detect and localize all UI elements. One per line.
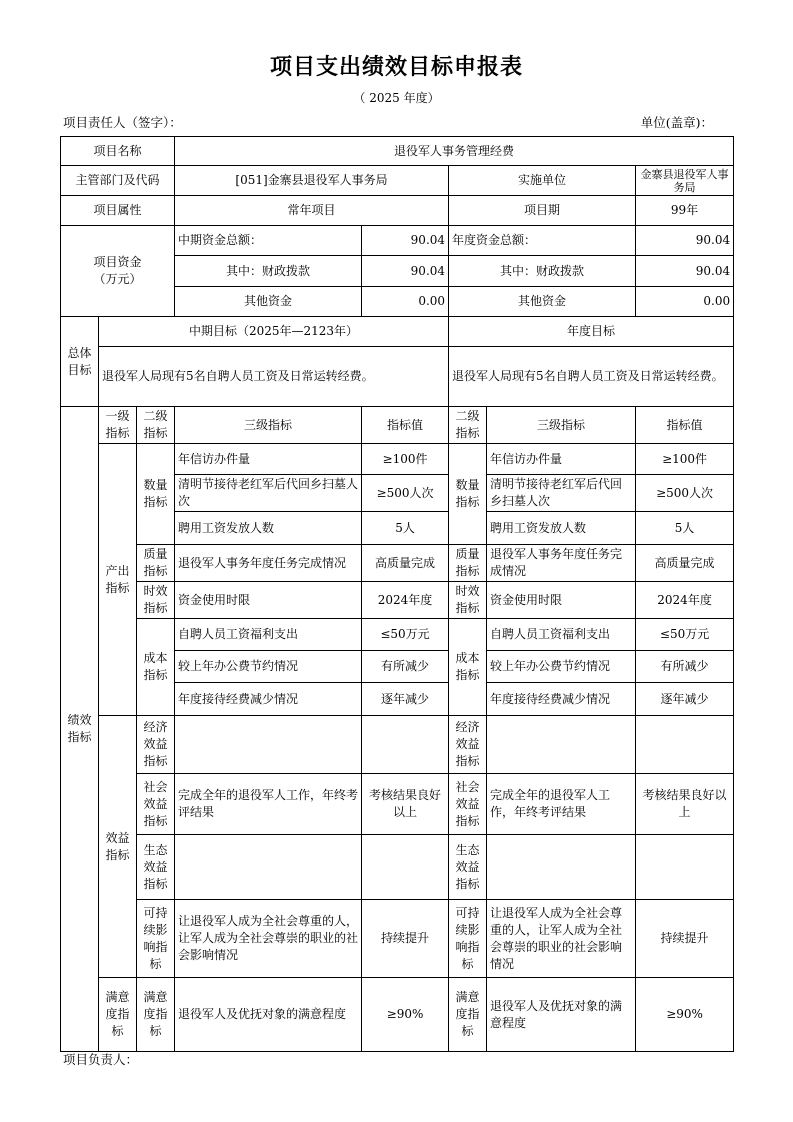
header-level2-year: 二级指标 bbox=[449, 407, 487, 444]
value-annual-work: 考核结果良好以上 bbox=[362, 774, 449, 835]
indicator-fund-period-year: 资金使用时限 bbox=[487, 582, 636, 619]
benefit-indicators: 效益指标 bbox=[99, 716, 137, 978]
header-level1: 一级指标 bbox=[99, 407, 137, 444]
social-indicators: 社会效益指标 bbox=[137, 774, 175, 835]
economic-value-year-empty bbox=[636, 716, 734, 774]
indicator-salary-count-year: 聘用工资发放人数 bbox=[487, 512, 636, 545]
mid-fiscal-value: 90.04 bbox=[362, 256, 449, 287]
responsible-signer-label: 项目责任人（签字）： bbox=[63, 115, 182, 130]
value-annual-work-year: 考核结果良好以上 bbox=[636, 774, 734, 835]
indicator-welfare-year: 自聘人员工资福利支出 bbox=[487, 619, 636, 651]
perf-indicators-label: 绩效指标 bbox=[61, 407, 99, 1052]
attr-label: 项目属性 bbox=[61, 196, 175, 226]
header-value-year: 指标值 bbox=[636, 407, 734, 444]
indicator-fund-period: 资金使用时限 bbox=[175, 582, 362, 619]
economic-level3-empty bbox=[175, 716, 362, 774]
dept-value: [051]金寨县退役军人事务局 bbox=[175, 166, 449, 196]
economic-indicators-year: 经济效益指标 bbox=[449, 716, 487, 774]
year-fiscal-value: 90.04 bbox=[636, 256, 734, 287]
ecological-value-empty bbox=[362, 835, 449, 900]
cost-indicators-year: 成本指标 bbox=[449, 619, 487, 716]
mid-total-label: 中期资金总额： bbox=[175, 226, 362, 256]
indicator-satisfaction: 退役军人及优抚对象的满意程度 bbox=[175, 978, 362, 1052]
indicator-petitions-year: 年信访办件量 bbox=[487, 444, 636, 475]
page-title: 项目支出绩效目标申报表 bbox=[269, 55, 523, 80]
project-leader-label: 项目负责人： bbox=[63, 1052, 139, 1067]
period-label: 项目期 bbox=[449, 196, 636, 226]
satisfaction-level2: 满意度指标 bbox=[137, 978, 175, 1052]
indicator-social-impact: 让退役军人成为全社会尊重的人，让军人成为全社会尊崇的职业的社会影响情况 bbox=[175, 900, 362, 978]
value-satisfaction-year: ≥90% bbox=[636, 978, 734, 1052]
year-total-value: 90.04 bbox=[636, 226, 734, 256]
indicator-task-completion-year: 退役军人事务年度任务完成情况 bbox=[487, 545, 636, 582]
indicator-satisfaction-year: 退役军人及优抚对象的满意程度 bbox=[487, 978, 636, 1052]
performance-target-table bbox=[60, 136, 734, 1052]
dept-label: 主管部门及代码 bbox=[61, 166, 175, 196]
indicator-qingming: 清明节接待老红军后代回乡扫墓人次 bbox=[175, 475, 362, 512]
value-welfare-year: ≤50万元 bbox=[636, 619, 734, 651]
year-goal-header: 年度目标 bbox=[449, 317, 734, 347]
year-other-value: 0.00 bbox=[636, 287, 734, 317]
value-qingming: ≥500人次 bbox=[362, 475, 449, 512]
value-reception-year: 逐年减少 bbox=[636, 683, 734, 716]
value-task-completion: 高质量完成 bbox=[362, 545, 449, 582]
value-fund-period: 2024年度 bbox=[362, 582, 449, 619]
overall-goal-label: 总体目标 bbox=[61, 317, 99, 407]
year-other-label: 其他资金 bbox=[449, 287, 636, 317]
header-level3-year: 三级指标 bbox=[487, 407, 636, 444]
project-name-value: 退役军人事务管理经费 bbox=[175, 137, 734, 166]
value-petitions: ≥100件 bbox=[362, 444, 449, 475]
satisfaction-level2-year: 满意度指标 bbox=[449, 978, 487, 1052]
impl-unit-label: 实施单位 bbox=[449, 166, 636, 196]
project-name-label: 项目名称 bbox=[61, 137, 175, 166]
value-qingming-year: ≥500人次 bbox=[636, 475, 734, 512]
indicator-office-savings-year: 较上年办公费节约情况 bbox=[487, 651, 636, 683]
value-satisfaction: ≥90% bbox=[362, 978, 449, 1052]
sustainable-indicators-year: 可持续影响指标 bbox=[449, 900, 487, 978]
ecological-indicators: 生态效益指标 bbox=[137, 835, 175, 900]
value-salary-count: 5人 bbox=[362, 512, 449, 545]
indicator-task-completion: 退役军人事务年度任务完成情况 bbox=[175, 545, 362, 582]
value-social-impact: 持续提升 bbox=[362, 900, 449, 978]
timeliness-indicators-year: 时效指标 bbox=[449, 582, 487, 619]
sustainable-indicators: 可持续影响指标 bbox=[137, 900, 175, 978]
indicator-office-savings: 较上年办公费节约情况 bbox=[175, 651, 362, 683]
mid-goal-header: 中期目标（2025年—2123年） bbox=[99, 317, 449, 347]
year-total-label: 年度资金总额： bbox=[449, 226, 636, 256]
value-fund-period-year: 2024年度 bbox=[636, 582, 734, 619]
impl-unit-value: 金寨县退役军人事务局 bbox=[636, 166, 734, 196]
period-value: 99年 bbox=[636, 196, 734, 226]
value-task-completion-year: 高质量完成 bbox=[636, 545, 734, 582]
indicator-annual-work: 完成全年的退役军人工作，年终考评结果 bbox=[175, 774, 362, 835]
ecological-level3-year-empty bbox=[487, 835, 636, 900]
year-fiscal-label: 其中：财政拨款 bbox=[449, 256, 636, 287]
economic-value-empty bbox=[362, 716, 449, 774]
value-welfare: ≤50万元 bbox=[362, 619, 449, 651]
unit-seal-label: 单位(盖章)： bbox=[640, 115, 713, 130]
year-goal-text: 退役军人局现有5名自聘人员工资及日常运转经费。 bbox=[449, 347, 734, 407]
economic-level3-year-empty bbox=[487, 716, 636, 774]
indicator-annual-work-year: 完成全年的退役军人工作，年终考评结果 bbox=[487, 774, 636, 835]
indicator-welfare: 自聘人员工资福利支出 bbox=[175, 619, 362, 651]
value-salary-count-year: 5人 bbox=[636, 512, 734, 545]
header-value: 指标值 bbox=[362, 407, 449, 444]
ecological-value-year-empty bbox=[636, 835, 734, 900]
social-indicators-year: 社会效益指标 bbox=[449, 774, 487, 835]
indicator-salary-count: 聘用工资发放人数 bbox=[175, 512, 362, 545]
mid-total-value: 90.04 bbox=[362, 226, 449, 256]
header-level3: 三级指标 bbox=[175, 407, 362, 444]
funds-label: 项目资金 （万元） bbox=[61, 226, 175, 317]
mid-other-value: 0.00 bbox=[362, 287, 449, 317]
ecological-indicators-year: 生态效益指标 bbox=[449, 835, 487, 900]
quality-indicators: 质量指标 bbox=[137, 545, 175, 582]
value-reception: 逐年减少 bbox=[362, 683, 449, 716]
attr-value: 常年项目 bbox=[175, 196, 449, 226]
mid-goal-text: 退役军人局现有5名自聘人员工资及日常运转经费。 bbox=[99, 347, 449, 407]
indicator-social-impact-year: 让退役军人成为全社会尊重的人，让军人成为全社会尊崇的职业的社会影响情况 bbox=[487, 900, 636, 978]
quantity-indicators: 数量指标 bbox=[137, 444, 175, 545]
economic-indicators: 经济效益指标 bbox=[137, 716, 175, 774]
year-line: （ 2025 年度） bbox=[353, 91, 440, 105]
value-office-savings: 有所减少 bbox=[362, 651, 449, 683]
indicator-qingming-year: 清明节接待老红军后代回乡扫墓人次 bbox=[487, 475, 636, 512]
quantity-indicators-year: 数量指标 bbox=[449, 444, 487, 545]
mid-fiscal-label: 其中：财政拨款 bbox=[175, 256, 362, 287]
value-social-impact-year: 持续提升 bbox=[636, 900, 734, 978]
indicator-reception: 年度接待经费减少情况 bbox=[175, 683, 362, 716]
value-petitions-year: ≥100件 bbox=[636, 444, 734, 475]
header-level2: 二级指标 bbox=[137, 407, 175, 444]
ecological-level3-empty bbox=[175, 835, 362, 900]
mid-other-label: 其他资金 bbox=[175, 287, 362, 317]
quality-indicators-year: 质量指标 bbox=[449, 545, 487, 582]
cost-indicators: 成本指标 bbox=[137, 619, 175, 716]
output-indicators: 产出指标 bbox=[99, 444, 137, 716]
indicator-reception-year: 年度接待经费减少情况 bbox=[487, 683, 636, 716]
timeliness-indicators: 时效指标 bbox=[137, 582, 175, 619]
satisfaction-indicators: 满意度指标 bbox=[99, 978, 137, 1052]
indicator-petitions: 年信访办件量 bbox=[175, 444, 362, 475]
value-office-savings-year: 有所减少 bbox=[636, 651, 734, 683]
